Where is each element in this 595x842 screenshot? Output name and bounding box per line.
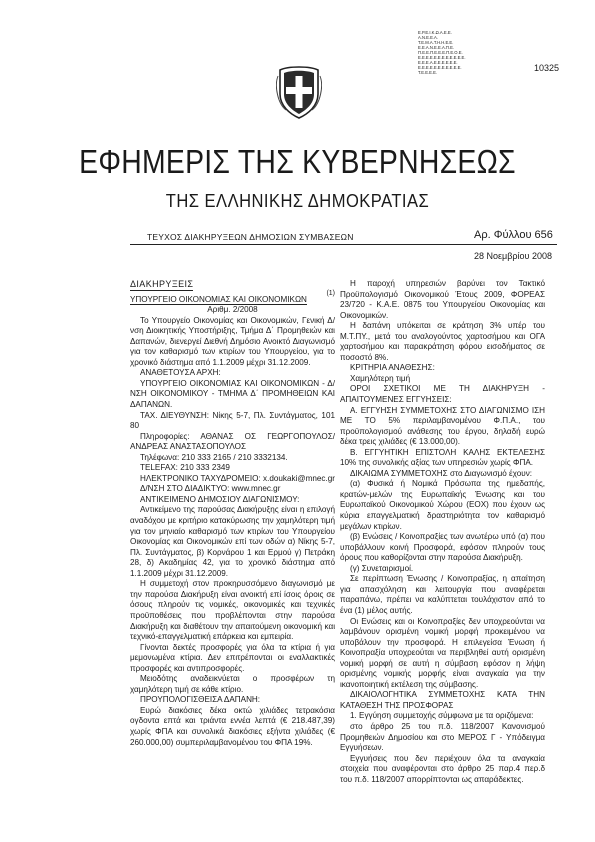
paragraph: Μειοδότης αναδεικνύεται ο προσφέρων τη χαμηλότερη τιμή σε κάθε κτίριο. xyxy=(130,674,335,694)
paragraph: (γ) Συνεταιρισμοί. xyxy=(350,563,414,573)
paragraph: Η παροχή υπηρεσιών βαρύνει τον Τακτικό Προϋπολογισμό Οικονομικού Έτους 2009, ΦΟΡΕΑΣ 23/720 - Κ.Α.Ε. 0875 του Υπουργείου Οικονομίας και Οικονομικών. xyxy=(340,279,545,320)
side-note-line: Ε.Ε.Ε.Ε.Ε.Ε.Ε.Ε.Ε.Ε.Ε. xyxy=(418,65,462,70)
paragraph: TELEFAX: 210 333 2349 xyxy=(140,463,230,473)
issue-series: ΤΕΥΧΟΣ ΔΙΑΚΗΡΥΞΕΩΝ ΔΗΜΟΣΙΩΝ ΣΥΜΒΑΣΕΩΝ xyxy=(147,232,354,242)
paragraph: ΤΑΧ. ΔΙΕΥΘΥΝΣΗ: Νίκης 5-7, Πλ. Συντάγματος, 101 80 xyxy=(130,410,335,431)
coat-of-arms-icon xyxy=(276,64,322,120)
paragraph: ΥΠΟΥΡΓΕΙΟ ΟΙΚΟΝΟΜΙΑΣ ΚΑΙ ΟΙΚΟΝΟΜΙΚΩΝ - Δ/ΝΣΗ ΟΙΚΟΝΟΜΙΚΟΥ - ΤΜΗΜΑ Δ΄ ΠΡΟΜΗΘΕΙΩΝ ΚΑΙ ΔΑΠΑΝΩΝ. xyxy=(130,378,335,410)
decision-number: Αριθμ. 2/2008 xyxy=(207,305,258,315)
paragraph: Α. ΕΓΓΥΗΣΗ ΣΥΜΜΕΤΟΧΗΣ ΣΤΟ ΔΙΑΓΩΝΙΣΜΟ ΙΣΗ ΜΕ ΤΟ 5% περιλαμβανομένου Φ.Π.Α., του προϋπολογισμού ανάθεσης του έργου, δηλαδή ευρώ δέκα τρεις χιλιάδες (€ 13.000,00). xyxy=(340,405,545,447)
paragraph: ΟΡΟΙ ΣΧΕΤΙΚΟΙ ΜΕ ΤΗ ΔΙΑΚΗΡΥΞΗ - ΑΠΑΙΤΟΥΜΕΝΕΣ ΕΓΓΥΗΣΕΙΣ: xyxy=(340,384,545,405)
paragraph: ΔΙΚΑΙΟΛΟΓΗΤΙΚΑ ΣΥΜΜΕΤΟΧΗΣ ΚΑΤΑ ΤΗΝ ΚΑΤΑΘΕΣΗ ΤΗΣ ΠΡΟΣΦΟΡΑΣ xyxy=(340,690,545,710)
side-note-line: Τ.Ε.Ε.Ε.Ε. xyxy=(418,70,438,75)
side-note-line: Ε.Ε.Ε.Ε.Ε.Ε.Ε.Ε.Ε.Ε.Ε.Ε. xyxy=(418,55,466,60)
paragraph: Χαμηλότερη τιμή xyxy=(350,373,411,383)
left-column xyxy=(130,279,335,748)
ministry-name: ΥΠΟΥΡΓΕΙΟ ΟΙΚΟΝΟΜΙΑΣ ΚΑΙ ΟΙΚΟΝΟΜΙΚΩΝ xyxy=(130,294,307,304)
paragraph: Β. ΕΓΓΥΗΤΙΚΗ ΕΠΙΣΤΟΛΗ ΚΑΛΗΣ ΕΚΤΕΛΕΣΗΣ 10% της συνολικής αξίας των υπηρεσιών χωρίς ΦΠΑ. xyxy=(340,447,545,468)
paragraph: Το Υπουργείο Οικονομίας και Οικονομικών, Γενική Δ/νση Διοικητικής Υποστήριξης, Τμήμα Δ΄ Προμηθειών και Δαπανών, διενεργεί Διεθνή Δημόσιο Ανοικτό Διαγωνισμό για τον καθαρισμό των κτιρίων του Υπουργείου, για το χρονικό διάστημα από 1.1.2009 μέχρι 31.12.2009. xyxy=(130,315,335,367)
right-column xyxy=(340,279,545,785)
paragraph: στο άρθρο 25 του π.δ. 118/2007 Κανονισμού Προμηθειών Δημοσίου και στο ΜΕΡΟΣ Γ - Υπόδειγμα Εγγυήσεων. xyxy=(340,721,545,753)
paragraph: ΠΡΟΥΠΟΛΟΓΙΣΘΕΙΣΑ ΔΑΠΑΝΗ: xyxy=(140,695,261,705)
paragraph: Ευρώ διακόσιες δέκα οκτώ χιλιάδες τετρακόσια ογδοντα επτά και τριάντα εννέα λεπτά (€ 218.487,39) χωρίς ΦΠΑ και συνολικά διακόσιες εξήντα χιλιάδες (€ 260.000,00) συμπεριλαμβανομένου του ΦΠΑ 19%. xyxy=(130,705,335,747)
paragraph: ΑΝΑΘΕΤΟΥΣΑ ΑΡΧΗ: xyxy=(140,368,221,378)
section-title: ΔΙΑΚΗΡΥΞΕΙΣ xyxy=(130,279,194,289)
paragraph: ΑΝΤΙΚΕΙΜΕΝΟ ΔΗΜΟΣΙΟΥ ΔΙΑΓΩΝΙΣΜΟΥ: xyxy=(140,494,300,504)
gazette-subtitle: ΤΗΣ ΕΛΛΗΝΙΚΗΣ ΔΗΜΟΚΡΑΤΙΑΣ xyxy=(165,191,430,211)
paragraph: ΔΙΚΑΙΩΜΑ ΣΥΜΜΕΤΟΧΗΣ στο Διαγωνισμό έχουν: xyxy=(350,468,533,478)
side-note-line: Ε.Ε.Ε.Α.Ε.Ε.Ε.Ε.Ε.Ε. xyxy=(418,60,458,65)
side-notes xyxy=(418,30,500,75)
side-note-line: Τ.Ε.Μ.Α.Τ.Η.Η.Ε.Ε. xyxy=(418,40,454,45)
paragraph: Σε περίπτωση Ένωσης / Κοινοπραξίας, η απαίτηση για απασχόληση και λειτουργία που αναφέρεται παραπάνω, πρέπει να καλύπτεται τουλάχιστον από το ένα (1) μέλος αυτής. xyxy=(340,574,545,615)
paragraph: Γίνονται δεκτές προσφορές για όλα τα κτίρια ή για μεμονωμένα κτίρια. Δεν επιτρέπονται οι εναλλακτικές προσφορές και αντιπροσφορές. xyxy=(130,642,335,673)
issue-number: Αρ. Φύλλου 656 xyxy=(474,229,553,241)
issue-date: 28 Νοεμβρίου 2008 xyxy=(474,251,552,261)
footnote-mark: (1) xyxy=(326,289,335,297)
side-note-line: Α.Ν.Ε.Ε.Α. xyxy=(418,35,439,40)
paragraph: ΗΛΕΚΤΡΟΝΙΚΟ ΤΑΧΥΔΡΟΜΕΙΟ: x.doukaki@mnec.gr xyxy=(140,473,335,483)
ministry-heading xyxy=(130,289,335,306)
paragraph: Οι Ενώσεις και οι Κοινοπραξίες δεν υποχρεούνται να λαμβάνουν ορισμένη νομική μορφή προκειμένου να υποβάλουν την προσφορά. Η επιλεγείσα Ένωση ή Κοινοπραξία υποχρεούται να περιβληθεί αυτή ορισμένη νομική μορφή σε αυτή η σύμβαση εφόσον η λήψη ορισμένης νομικής μορφής είναι αναγκαία για την ικανοποιητική εκτέλεση της σύμβασης. xyxy=(340,616,545,689)
paragraph: Η συμμετοχή στον προκηρυσσόμενο διαγωνισμό με την παρούσα Διακήρυξη είναι ανοικτή επί ίσοις όροις σε όσους πληρούν τις νομικές, οικονομικές και τεχνικές προϋποθέσεις που προβλέπονται στην παρούσα Διακήρυξη και διαθέτουν την απαιτούμενη οικονομική και τεχνικό-επαγγελματική επάρκεια και εμπειρία. xyxy=(130,579,335,642)
side-note-line: Π.Ε.Ε.Π.Ε.Ε.Ε.Π.Ε.Ο.Ε. xyxy=(418,50,463,55)
header-rule xyxy=(130,244,557,245)
paragraph: Εγγυήσεις που δεν περιέχουν όλα τα αναγκαία στοιχεία που αναφέρονται στο άρθρο 25 παρ.4 περ.δ του π.δ. 118/2007 απορρίπτονται ως απαράδεκτες. xyxy=(340,753,545,784)
paragraph: (β) Ενώσεις / Κοινοπραξίες των ανωτέρω υπό (α) που υποβάλλουν κοινή Προσφορά, εφόσον πληρούν τους όρους που καθορίζονται στην παρούσα Διακήρυξη. xyxy=(340,532,545,563)
paragraph: Αντικείμενο της παρούσας Διακήρυξης είναι η επιλογή αναδόχου με κριτήριο κατακύρωσης την χαμηλότερη τιμή για τον μηνιαίο καθαρισμό των κτιρίων του Υπουργείου Οικονομίας και Οικονομικών επί των οδών α) Νίκης 5-7, Πλ. Συντάγματος, β) Κορνάρου 1 και Ερμού γ) Πετράκη 28, δ) Ακαδημίας 42, για το χρονικό διάστημα από 1.1.2009 μέχρι 31.12.2009. xyxy=(130,505,335,578)
page-number: 10325 xyxy=(534,63,560,73)
paragraph: 1. Εγγύηση συμμετοχής σύμφωνα με τα οριζόμενα: xyxy=(350,711,534,721)
paragraph: (α) Φυσικά ή Νομικά Πρόσωπα της ημεδαπής, κρατών-μελών της Ευρωπαϊκής Ένωσης και του Ευρωπαϊκού Οικονομικού Χώρου (ΕΟΧ) που έχουν ως κύρια επαγγελματική δραστηριότητα τον καθαρισμό μεγάλων κτιρίων. xyxy=(340,479,545,531)
paragraph: Δ/ΝΣΗ ΣΤΟ ΔΙΑΔΙΚΤΥΟ: www.mnec.gr xyxy=(140,484,281,494)
gazette-title: ΕΦΗΜΕΡΙΣ ΤΗΣ ΚΥΒΕΡΝΗΣΕΩΣ xyxy=(79,143,516,180)
paragraph: Τηλέφωνα: 210 333 2165 / 210 3332134. xyxy=(140,452,288,462)
side-note-line: Ε.Ε.Α.Ν.Ε.Ε.Α.Π.Ε. xyxy=(418,45,455,50)
paragraph: Η δαπάνη υπόκειται σε κράτηση 3% υπέρ του Μ.Τ.ΠΥ., μετά του αναλογούντος χαρτοσήμου και ΟΓΑ χαρτοσήμου και παρακράτηση φόρου εισοδήματος σε ποσοστό 8%. xyxy=(340,321,545,362)
paragraph: ΚΡΙΤΗΡΙΑ ΑΝΑΘΕΣΗΣ: xyxy=(350,363,435,373)
paragraph: Πληροφορίες: ΑΘΑΝΑΣ ΟΣ ΓΕΩΡΓΟΠΟΥΛΟΣ/ ΑΝΔΡΕΑΣ ΑΝΑΣΤΑΣΟΠΟΥΛΟΣ xyxy=(130,431,335,452)
side-note-line: Ε.Ρ.Ε.Ι.Κ.Ω.Α.Ε.Ε. xyxy=(418,30,452,35)
